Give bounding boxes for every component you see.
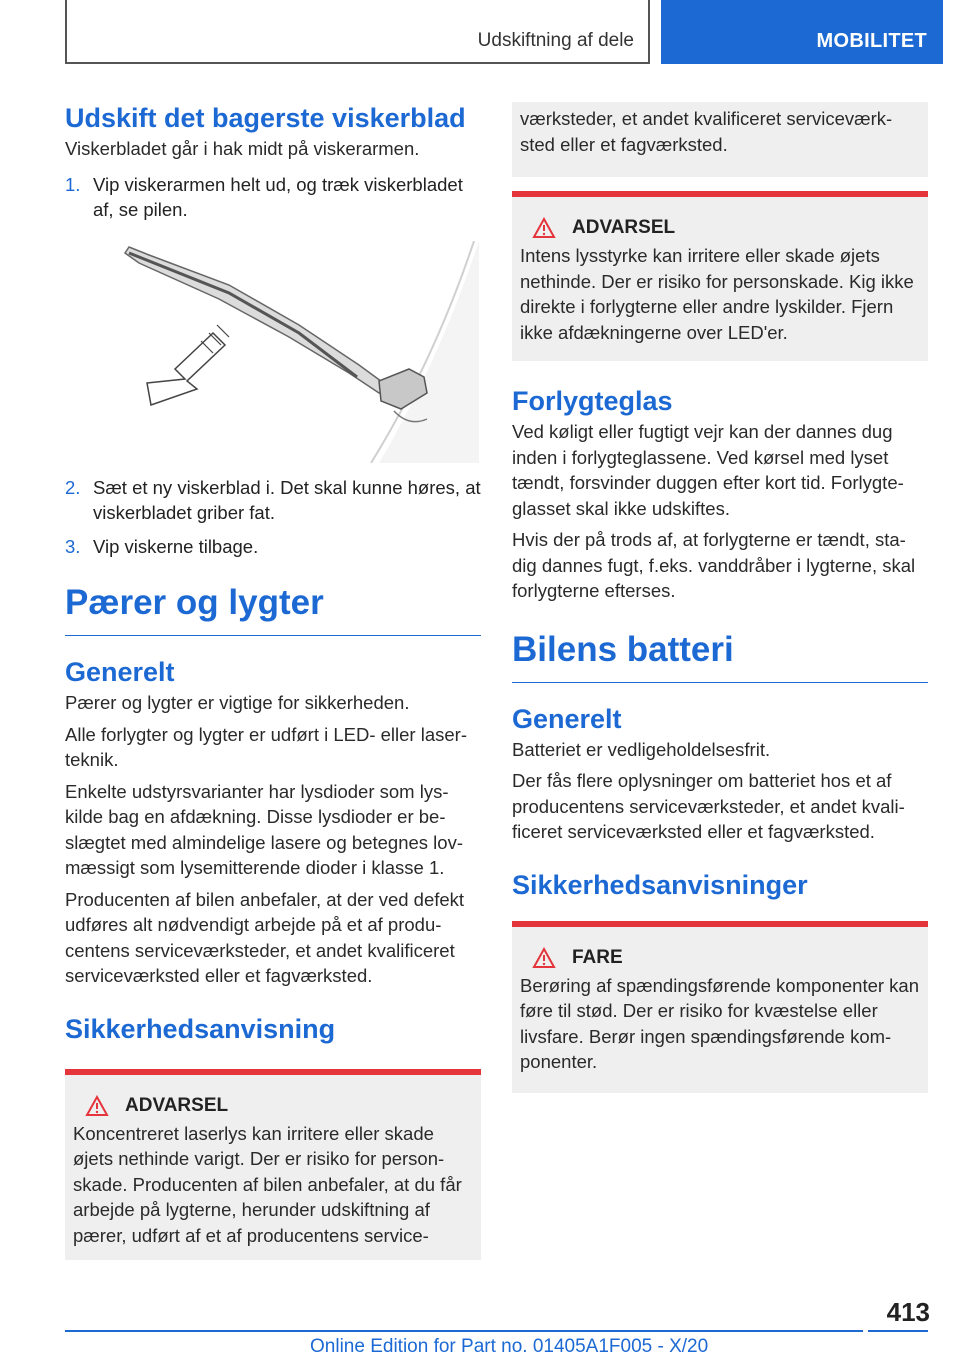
bulbs-general-heading: Generelt (65, 657, 175, 687)
headlight-glass-heading: Forlygteglas (512, 386, 673, 416)
bulbs-safety-heading: Sikkerhedsanvisning (65, 1013, 336, 1044)
warning-text: værksteder, et andet kvalificeret serviceværk-sted eller et fagværksted. (520, 108, 893, 155)
header-section-title: Udskiftning af dele (477, 30, 634, 51)
rear-wiper-steps-continued (65, 475, 481, 560)
danger-label: FARE (572, 946, 623, 968)
footer-divider (868, 1330, 928, 1332)
warning-box (65, 1069, 481, 1261)
step-text: Sæt et ny viskerblad i. Det skal kunne høres, at viskerbladet griber fat. (93, 476, 481, 523)
warning-box (512, 191, 928, 361)
header-chapter-tab[interactable] (661, 0, 943, 64)
step-number: 3. (65, 535, 81, 557)
list-item (65, 475, 481, 526)
right-column (512, 102, 928, 1093)
list-item (65, 534, 481, 560)
warning-text: Intens lysstyrke kan irritere eller skade øjets nethinde. Der er risiko for personskade. Kig ikke direkte i forlygterne eller andre lyskilder. Fjern ikke afdækningerne over LED'er. (520, 245, 914, 343)
headlight-glass-paragraph: Hvis der på trods af, at forlygterne er tændt, sta-dig dannes fugt, f.eks. vanddråber i lygterne, skal forlygterne efterses. (512, 529, 916, 601)
page-number: 413 (886, 1297, 930, 1327)
bulbs-paragraph: Pærer og lygter er vigtige for sikkerheden. (65, 692, 410, 713)
warning-triangle-icon (532, 217, 556, 239)
rear-wiper-intro: Viskerbladet går i hak midt på viskerarmen. (65, 138, 420, 159)
bulbs-paragraph: Alle forlygter og lygter er udført i LED- eller laser-teknik. (65, 723, 467, 770)
battery-general-heading: Generelt (512, 703, 622, 734)
header-section-tab (65, 0, 650, 64)
footer-edition: Online Edition for Part no. 01405A1F005 - X/20 (310, 1336, 709, 1357)
danger-text: Berøring af spændingsførende komponenter kan føre til stød. Der er risiko for kvæstelse eller livsfare. Berør ingen spændingsførende kom-ponenter. (520, 974, 919, 1072)
list-item (65, 172, 481, 223)
footer-divider (65, 1330, 863, 1332)
battery-heading: Bilens batteri (512, 628, 928, 683)
warning-title (73, 1095, 473, 1117)
arrow-down-left-icon (147, 325, 229, 405)
warning-label: ADVARSEL (125, 1094, 229, 1116)
bulbs-paragraph: Producenten af bilen anbefaler, at der ved defekt udføres alt nødvendigt arbejde på et af produ-centens serviceværksteder, et andet kvalificeret serviceværksted eller et fagværksted. (65, 888, 465, 986)
battery-paragraph: Der fås flere oplysninger om batteriet hos et af producentens serviceværksteder, et andet kvali-ficeret serviceværksted eller et fagværksted. (512, 770, 905, 842)
rear-wiper-steps (65, 172, 481, 223)
left-column (65, 100, 481, 1260)
danger-title (520, 947, 920, 969)
battery-paragraph: Batteriet er vedligeholdelsesfrit. (512, 738, 771, 760)
warning-triangle-icon (85, 1095, 109, 1117)
rear-wiper-heading: Udskift det bagerste viskerblad (65, 103, 466, 133)
header-chapter-title: MOBILITET (816, 30, 927, 52)
warning-title (520, 217, 920, 239)
warning-box-continued (512, 102, 928, 177)
warning-text: Koncentreret laserlys kan irritere eller skade øjets nethinde varigt. Der er risiko for person-skade. Producenten af bilen anbefaler, at du får arbejde på lygterne, herunder udskiftning af pærer, udført af et af producentens service- (73, 1122, 462, 1246)
step-text: Vip viskerne tilbage. (93, 535, 259, 557)
wiper-illustration (109, 241, 479, 463)
bulbs-paragraph: Enkelte udstyrsvarianter har lysdioder som lys-kilde bag en afdækning. Disse lysdioder er be-slægtet med almindelige lasere og betegnes lov-mæssigt som lysemitterende dioder i klasse 1. (65, 780, 463, 878)
battery-safety-heading: Sikkerhedsanvisninger (512, 869, 808, 900)
bulbs-heading: Pærer og lygter (65, 581, 481, 636)
step-number: 2. (65, 476, 81, 498)
headlight-glass-paragraph: Ved køligt eller fugtigt vejr kan der dannes dug inden i forlygteglassene. Ved kørsel med lyset tændt, forsvinder duggen efter kort tid. Forlygte-glasset skal ikke udskiftes. (512, 421, 904, 519)
step-number: 1. (65, 173, 81, 195)
step-text: Vip viskerarmen helt ud, og træk viskerbladet af, se pilen. (93, 173, 463, 220)
warning-label: ADVARSEL (572, 217, 676, 238)
danger-box (512, 921, 928, 1093)
warning-triangle-icon (532, 947, 556, 969)
